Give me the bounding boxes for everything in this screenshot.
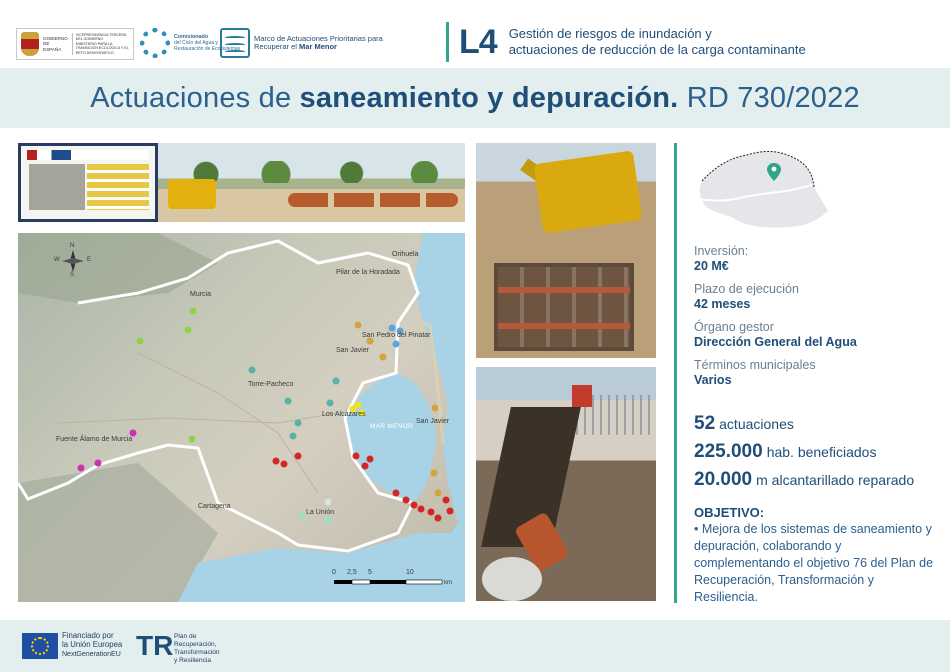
investment-value: 20 M€ (694, 259, 729, 273)
compass-n: N (70, 243, 75, 249)
scale-label-2: 5 (368, 569, 372, 576)
region-minimap (692, 141, 832, 233)
scale-label-0: 0 (332, 569, 336, 576)
investment-label: Inversión: (694, 244, 749, 258)
marco-bold: Mar Menor (299, 42, 337, 51)
waves-icon (220, 28, 250, 58)
line-desc-2: actuaciones de reducción de la carga contaminante (508, 42, 806, 57)
map-place-label: San Pedro del Pinatar (362, 332, 431, 339)
coat-of-arms-icon (21, 32, 39, 56)
comisionado-ring-icon (140, 28, 170, 58)
line-code: L4 (459, 22, 497, 61)
map-place-label: San Javier (416, 418, 450, 425)
page-title: Actuaciones de saneamiento y depuración. RD 730/2022 (90, 81, 860, 114)
key-figures (694, 410, 944, 494)
compass-s: S (70, 272, 75, 278)
ministerio-label: VICEPRESIDENCIA TERCERA DEL GOBIERNO MINISTERIO PARA LA TRANSICIÓN ECOLÓGICA Y EL RETO DEMOGRÁFICO (72, 33, 129, 55)
info-board (18, 143, 158, 222)
map-place-label: Torre-Pacheco (248, 381, 294, 388)
municipalities-label: Términos municipales (694, 358, 816, 372)
managing-body-value: Dirección General del Agua (694, 335, 857, 349)
line-desc-1: Gestión de riesgos de inundación y (508, 26, 712, 41)
line-heading (446, 22, 806, 62)
compass-e: E (87, 257, 92, 263)
compass-w: W (54, 257, 60, 263)
photo-excavator (476, 143, 656, 358)
term-value: 42 meses (694, 297, 751, 311)
scale-unit: km (444, 580, 452, 586)
comisionado-text: del Ciclo del Agua y Restauración de Ecosistemas (174, 40, 241, 52)
stat-row: 20.000 m alcantarillado reparado (694, 469, 915, 490)
map-place-label: La Unión (306, 509, 335, 516)
photo-trench (476, 367, 656, 601)
header (0, 0, 950, 68)
comisionado-title: Comisionado (174, 34, 209, 40)
eu-flag-icon (22, 633, 58, 659)
municipalities-value: Varios (694, 373, 732, 387)
map-place-label: San Javier (336, 347, 370, 354)
accent-bar (674, 143, 677, 603)
mar-menor-logo (220, 28, 384, 58)
recovery-plan-logo: TR (136, 630, 174, 661)
photo-site-sign (18, 143, 465, 222)
objective-block (694, 505, 939, 606)
scale-bar (334, 580, 442, 584)
gobierno-label: GOBIERNO DE ESPAÑA (43, 35, 68, 52)
managing-body-label: Órgano gestor (694, 320, 774, 334)
map-place-label: Los Alcázares (322, 411, 366, 418)
map-place-label: Orihuela (392, 251, 419, 258)
marco-text: Marco de Actuaciones Prioritarias para Recuperar el (254, 33, 383, 51)
project-info (694, 240, 939, 396)
term-label: Plazo de ejecución (694, 282, 799, 296)
map-place-label: Fuente Álamo de Murcia (56, 436, 133, 443)
stat-row: 225.000 hab. beneficiados (694, 441, 877, 462)
map-place-label: Pilar de la Horadada (336, 269, 400, 276)
sea-label: MAR MENOR (370, 423, 414, 430)
scale-label-3: 10 (406, 569, 414, 576)
title-band (0, 68, 950, 128)
gobierno-logo (16, 28, 134, 60)
map-place-label: Murcia (190, 291, 212, 298)
scale-label-1: 2,5 (347, 569, 357, 576)
location-map (18, 233, 465, 602)
map-place-label: Cartagena (198, 503, 231, 510)
recovery-plan-text: Plan de Recuperación, Transformación y Resiliencia (174, 633, 220, 664)
eu-funding-text: Financiado por la Unión Europea NextGenerationEU (62, 631, 123, 658)
map-graphic (18, 233, 465, 602)
objective-text: • Mejora de los sistemas de saneamiento y depuración, colaborando y complementando el objetivo 76 del Plan de Recuperación, Transformación y Resiliencia. (694, 522, 934, 604)
stat-row: 52 actuaciones (694, 413, 794, 434)
objective-heading: OBJETIVO: (694, 505, 765, 520)
